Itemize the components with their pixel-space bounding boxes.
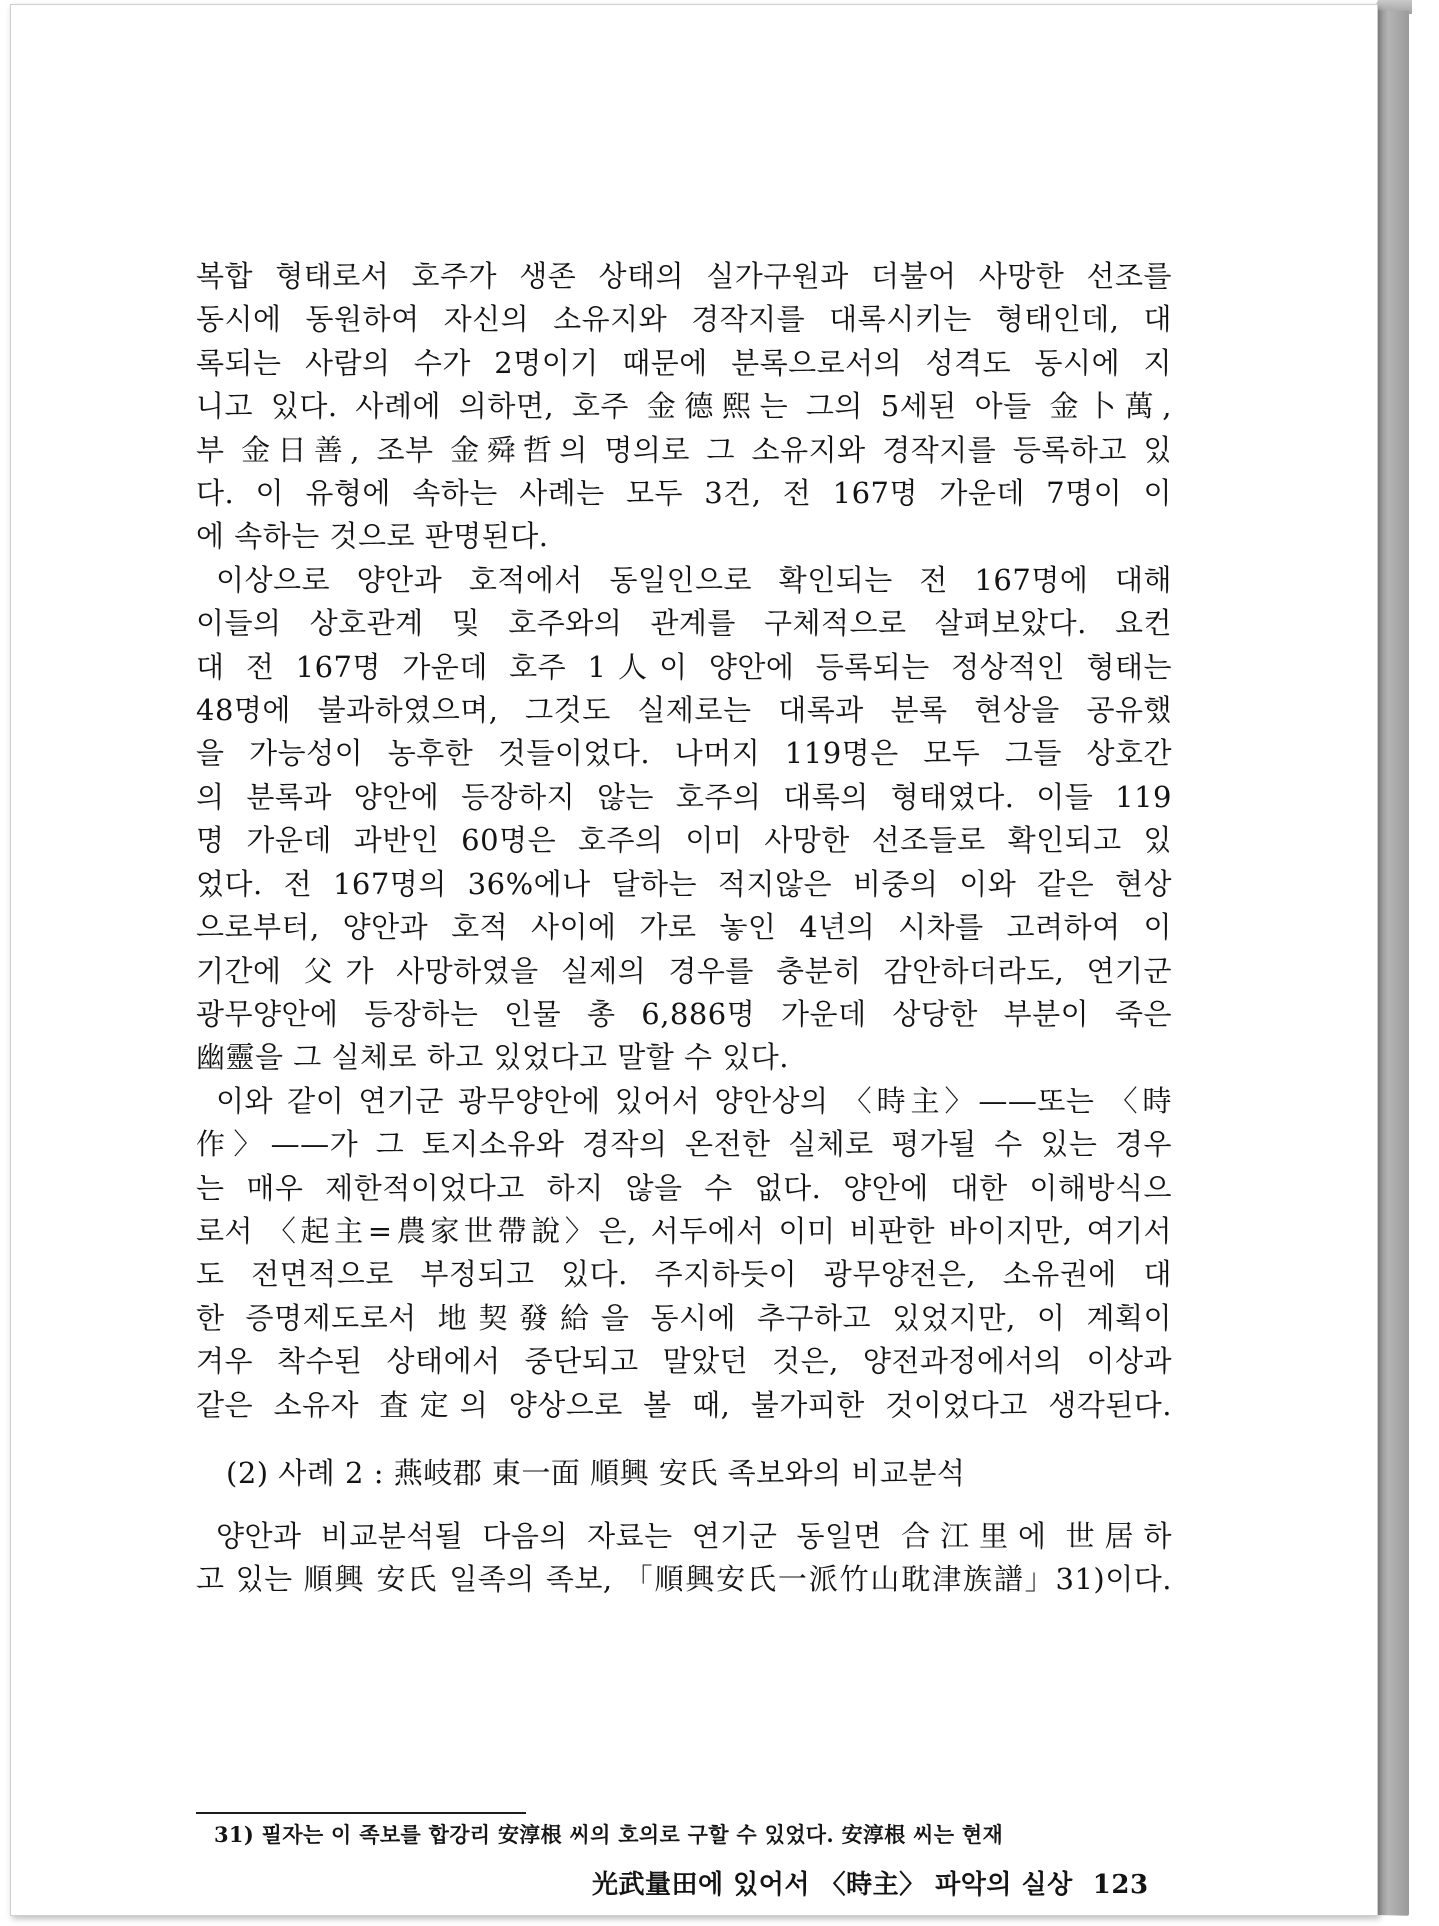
text-line: 대 전 167명 가운데 호주 1人이 양안에 등록되는 정상적인 형태는 (196, 649, 1172, 684)
text-line: 기간에 父가 사망하였을 실제의 경우를 충분히 감안하더라도, 연기군 (196, 953, 1172, 988)
text-line: 복합 형태로서 호주가 생존 상태의 실가구원과 더불어 사망한 선조를 (196, 259, 1172, 293)
text-line: 겨우 착수된 상태에서 중단되고 말았던 것은, 양전과정에서의 이상과 (196, 1344, 1172, 1379)
text-line: 동시에 동원하여 자신의 소유지와 경작지를 대록시키는 형태인데, 대 (196, 302, 1172, 337)
page-stack-edge (1375, 10, 1409, 1916)
text-line: 양안과 비교분석될 다음의 자료는 연기군 동일면 合江里에 世居하 (216, 1518, 1172, 1553)
paragraph-4 (196, 1515, 1172, 1602)
text-line: 도 전면적으로 부정되고 있다. 주지하듯이 광무양전은, 소유권에 대 (196, 1257, 1172, 1292)
text-line: 로서 〈起主=農家世帶說〉은, 서두에서 이미 비판한 바이지만, 여기서 (196, 1213, 1172, 1248)
paragraph-2 (196, 559, 1172, 1080)
text-line: 으로부터, 양안과 호적 사이에 가로 놓인 4년의 시차를 고려하여 이 (196, 910, 1172, 945)
paragraph-1 (196, 255, 1172, 559)
text-line: 부 金日善, 조부 金舜哲의 명의로 그 소유지와 경작지를 등록하고 있 (196, 432, 1172, 467)
running-footer (592, 1868, 1149, 1902)
page-body (196, 255, 1172, 1602)
text-line: 幽靈을 그 실체로 하고 있었다고 말할 수 있다. (196, 1040, 789, 1075)
text-line: 같은 소유자 査定의 양상으로 볼 때, 불가피한 것이었다고 생각된다. (196, 1387, 1172, 1422)
text-line: 作〉——가 그 토지소유와 경작의 온전한 실체로 평가될 수 있는 경우 (196, 1127, 1172, 1162)
footnote-divider (196, 1812, 526, 1814)
text-line: 48명에 불과하였으며, 그것도 실제로는 대록과 분록 현상을 공유했 (196, 693, 1172, 728)
footnote-31: 31) 필자는 이 족보를 합강리 安淳根 씨의 호의로 구할 수 있었다. 安淳根 씨는 현재 (214, 1822, 1004, 1847)
text-line: 다. 이 유형에 속하는 사례는 모두 3건, 전 167명 가운데 7명이 이 (196, 476, 1172, 511)
text-line: 록되는 사람의 수가 2명이기 때문에 분록으로서의 성격도 동시에 지 (196, 345, 1172, 380)
text-line: 에 속하는 것으로 판명된다. (196, 519, 549, 554)
text-line: 이상으로 양안과 호적에서 동일인으로 확인되는 전 167명에 대해 (216, 562, 1172, 597)
text-line: 명 가운데 과반인 60명은 호주의 이미 사망한 선조들로 확인되고 있 (196, 823, 1172, 858)
text-line: 이들의 상호관계 및 호주와의 관계를 구체적으로 살펴보았다. 요컨 (196, 606, 1172, 641)
text-line: 었다. 전 167명의 36%에나 달하는 적지않은 비중의 이와 같은 현상 (196, 866, 1172, 901)
text-line: 의 분록과 양안에 등장하지 않는 호주의 대록의 형태였다. 이들 119 (196, 779, 1172, 814)
text-line: 을 가능성이 농후한 것들이었다. 나머지 119명은 모두 그들 상호간 (196, 736, 1172, 771)
text-line: 광무양안에 등장하는 인물 총 6,886명 가운데 상당한 부분이 죽은 (196, 996, 1172, 1031)
paragraph-3 (196, 1080, 1172, 1427)
page-number: 123 (1092, 1870, 1149, 1900)
running-title: 光武量田에 있어서 〈時主〉 파악의 실상 (592, 1870, 1073, 1900)
text-line: 고 있는 順興 安氏 일족의 족보, 「順興安氏一派竹山耽津族譜」31)이다. (196, 1562, 1172, 1597)
text-line: 니고 있다. 사례에 의하면, 호주 金德熙는 그의 5세된 아들 金卜萬, (196, 389, 1172, 424)
section-heading: (2) 사례 2 : 燕岐郡 東一面 順興 安氏 족보와의 비교분석 (226, 1455, 966, 1490)
text-line: 는 매우 제한적이었다고 하지 않을 수 없다. 양안에 대한 이해방식으 (196, 1170, 1172, 1205)
text-line: 한 증명제도로서 地契發給을 동시에 추구하고 있었지만, 이 계획이 (196, 1300, 1172, 1335)
text-line: 이와 같이 연기군 광무양안에 있어서 양안상의 〈時主〉——또는 〈時 (216, 1083, 1172, 1118)
